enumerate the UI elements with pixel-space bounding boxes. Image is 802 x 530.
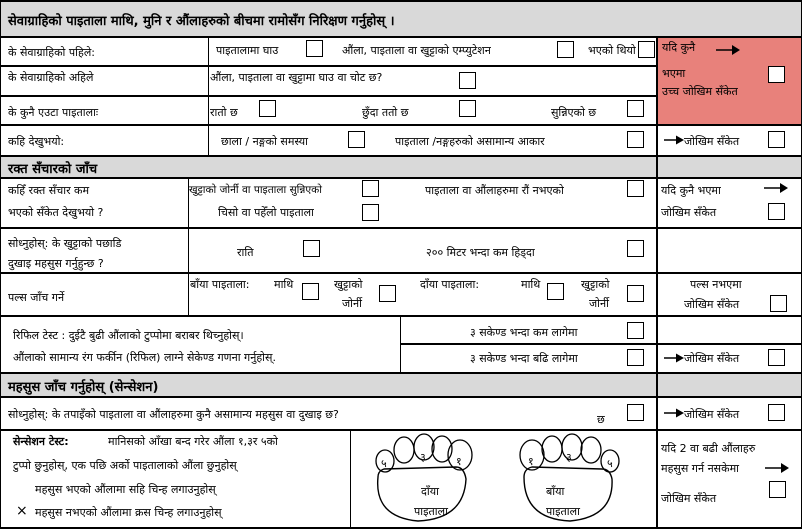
row2-question: के सेवाग्राहिको अहिले — [8, 71, 94, 84]
row4-shape-label: पाइताला /नङ्गहरुको असामान्य आकार — [395, 135, 545, 148]
circ-pulse-label: पल्स जाँच गर्ने — [8, 291, 65, 304]
row3-red-checkbox[interactable] — [259, 100, 276, 117]
rule — [0, 429, 802, 431]
sens-q1-yes-label: छ — [597, 413, 605, 426]
rule — [0, 124, 802, 126]
rule — [0, 65, 658, 67]
rule — [0, 36, 802, 38]
circ-q2-line2: दुखाइ महसुस गर्नुहुन्छ ? — [8, 257, 104, 270]
arrow-right-icon — [664, 408, 684, 418]
circ-swollen-label: खुट्टाको जोर्नी वा पाइताला सुन्निएको — [189, 184, 322, 196]
row1-had-checkbox[interactable] — [638, 41, 655, 58]
rule — [0, 396, 802, 398]
refill-less-checkbox[interactable] — [627, 322, 644, 339]
no-pulse-checkbox[interactable] — [770, 295, 787, 312]
right-toe-3: ३ — [420, 451, 426, 464]
circ-q2-line1: सोध्नुहोस्: के खुट्टाको पछाडि — [8, 237, 122, 250]
row1-amputation-checkbox[interactable] — [557, 41, 574, 58]
left-ankle-label1: खुट्टाको — [334, 278, 363, 291]
circ-nohair-label: पाइताला वा औंलाहरुमा रौं नभएको — [425, 184, 564, 197]
sens-test-label: सेन्सेशन टेस्ट: — [13, 435, 69, 448]
row1-question: के सेवाग्राहिको पहिले: — [8, 46, 95, 59]
circ-ifany-line2: जोखिम सँकेत — [661, 206, 717, 219]
sens-test-line2: टुप्पो छुनुहोस्, एक पछि अर्को पाइतालाको औंला छुनुहोस् — [13, 459, 237, 472]
circ-walk-checkbox[interactable] — [627, 240, 644, 257]
page-title: सेवाग्राहिको पाइताला माथि, मुनि र औंलाहरुको बीचमा रामोसँग निरिक्षण गर्नुहोस् । — [8, 14, 395, 29]
right-sole-label2: पाइताला — [414, 505, 448, 518]
rule — [0, 272, 802, 274]
row1-opt-wound-label: पाइतालामा घाउ — [216, 44, 279, 57]
refill-line2: औंलाको सामान्य रंग फर्कीन (रिफिल) लाग्ने सेकेण्ड गणना गर्नुहोस्. — [13, 351, 276, 364]
arrow-right-icon — [765, 462, 789, 474]
sens-test-line4: महसुस नभएको औंलामा क्रस चिन्ह लगाउनुहोस् — [35, 506, 222, 519]
rule — [0, 0, 802, 2]
row1-opt-amputation-label: औंला, पाइताला वा खुट्टाको एम्प्युटेशन — [342, 44, 491, 57]
high-risk-line2: भएमा — [662, 67, 686, 80]
sens-q1-risk-label: जोखिम सँकेत — [684, 408, 740, 421]
row3-swollen-label: सुन्निएको छ — [551, 106, 597, 119]
left-toe-3: ३ — [566, 451, 572, 464]
row3-question: के कुनै एउटा पाइतालाः — [8, 106, 99, 119]
two-or-more-checkbox[interactable] — [769, 481, 786, 498]
rule — [0, 527, 802, 529]
refill-less-label: ३ सकेण्ड भन्दा कम लागेमा — [470, 326, 578, 339]
row3-hot-checkbox[interactable] — [459, 100, 476, 117]
right-toe-1: १ — [456, 455, 462, 468]
left-ankle-checkbox[interactable] — [379, 285, 396, 302]
rule — [188, 272, 189, 316]
rule — [0, 95, 658, 97]
rule — [0, 315, 802, 317]
rule — [208, 36, 209, 156]
two-or-more-line3: जोखिम सँकेत — [661, 492, 717, 505]
circ-night-checkbox[interactable] — [303, 240, 320, 257]
sens-cross-mark: × — [16, 503, 28, 519]
sens-test-line3: महसुस भएको औंलामा सहि चिन्ह लगाउनुहोस् — [35, 483, 216, 496]
circ-q1-line2: भएको सँकेत देखुभयो ? — [8, 206, 104, 219]
left-sole-label1: बाँया — [546, 485, 565, 498]
refill-more-label: ३ सकेण्ड भन्दा बढि लागेमा — [470, 352, 578, 365]
row4-skin-label: छाला / नङ्गको समस्या — [221, 135, 308, 148]
refill-more-checkbox[interactable] — [627, 349, 644, 366]
circulation-title: रक्त सँचारको जाँच — [8, 162, 98, 177]
right-sole-label1: दाँया — [421, 485, 439, 498]
refill-risk-checkbox[interactable] — [768, 349, 785, 366]
row3-hot-label: छुँदा ततो छ — [362, 106, 409, 119]
sens-q1-risk-checkbox[interactable] — [768, 404, 785, 421]
circ-risk-checkbox[interactable] — [768, 203, 785, 220]
rule — [350, 429, 351, 528]
sens-test-line1: मानिसको आँखा बन्द गरेर औंला १,३र ५को — [108, 435, 278, 448]
circ-q1-line1: कहिँ रक्त सँचार कम — [8, 184, 90, 197]
no-pulse-line2: जोखिम सँकेत — [684, 298, 740, 311]
sens-q1-label: सोध्नुहोस्: के तपाइँको पाइताला वा औंलाहरुमा कुनै असामान्य महसुस वा दुखाइ छ? — [8, 408, 339, 421]
circ-cold-checkbox[interactable] — [362, 204, 379, 221]
left-top-label: माथि — [274, 278, 294, 291]
row3-red-label: रातो छ — [210, 106, 238, 119]
left-toe-5: ५ — [607, 457, 613, 470]
rule — [656, 36, 658, 529]
circ-nohair-checkbox[interactable] — [627, 180, 644, 197]
row3-swollen-checkbox[interactable] — [627, 100, 644, 117]
rule — [0, 155, 802, 157]
row4-shape-checkbox[interactable] — [627, 131, 644, 148]
rule — [0, 0, 1, 529]
refill-risk-label: जोखिम सँकेत — [684, 352, 740, 365]
rule — [400, 315, 401, 373]
row1-wound-checkbox[interactable] — [306, 40, 323, 57]
left-foot-label: बाँया पाइताला: — [190, 278, 250, 291]
rule — [400, 343, 802, 345]
sensation-title: महसुस जाँच गर्नुहोस् (सेन्सेशन) — [8, 380, 159, 395]
high-risk-line1: यदि कुनै — [662, 41, 696, 54]
circ-ifany-line1: यदि कुनै भएमा — [661, 184, 721, 197]
right-ankle-label2: जोर्नी — [589, 297, 609, 310]
circulation-header-band — [0, 155, 802, 177]
arrow-right-icon — [664, 353, 684, 363]
rule — [0, 177, 802, 179]
arrow-right-icon — [716, 44, 740, 56]
circ-walk-label: २०० मिटर भन्दा कम हिड्दा — [426, 246, 535, 259]
left-sole-label2: पाइताला — [546, 505, 580, 518]
circ-cold-label: चिसो वा पहेँलो पाइताला — [218, 206, 314, 219]
refill-line1: रिफिल टेस्ट : दुईटै बुढी औंलाको टुप्पोमा बराबर थिच्नुहोस्। — [13, 329, 244, 342]
sens-q1-checkbox[interactable] — [627, 404, 644, 421]
left-toe-1: १ — [528, 455, 534, 468]
two-or-more-line2: महसुस गर्न नसकेमा — [661, 462, 739, 475]
rule — [0, 372, 802, 374]
high-risk-line3: उच्च जोखिम सँकेत — [662, 85, 738, 98]
right-toe-5: ५ — [381, 457, 387, 470]
row4-risk-checkbox[interactable] — [768, 131, 785, 148]
row4-question: कहि देखुभयो: — [8, 135, 65, 148]
left-ankle-label2: जोर्नी — [342, 297, 362, 310]
rule — [0, 227, 802, 229]
right-ankle-checkbox[interactable] — [627, 285, 644, 302]
arrow-right-icon — [764, 182, 788, 194]
row2-wound-checkbox[interactable] — [459, 72, 476, 89]
high-risk-checkbox[interactable] — [768, 66, 785, 83]
row4-risk-label: जोखिम सँकेत — [684, 135, 740, 148]
row4-skin-checkbox[interactable] — [348, 131, 365, 148]
right-foot-label: दाँया पाइताला: — [420, 278, 480, 291]
no-pulse-line1: पल्स नभएमा — [690, 278, 742, 291]
two-or-more-line1: यदि 2 वा बढी औंलाहरु — [661, 442, 756, 455]
row2-opt-label: औंला, पाइताला वा खुट्टामा घाउ वा चोट छ? — [210, 71, 383, 84]
arrow-right-icon — [664, 135, 684, 145]
right-ankle-label1: खुट्टाको — [581, 278, 610, 291]
left-top-checkbox[interactable] — [302, 283, 319, 300]
row1-had-label: भएको थियो — [588, 44, 636, 57]
circ-swollen-checkbox[interactable] — [362, 180, 379, 197]
right-top-label: माथि — [521, 278, 541, 291]
circ-night-label: राति — [237, 246, 254, 259]
right-top-checkbox[interactable] — [547, 283, 564, 300]
